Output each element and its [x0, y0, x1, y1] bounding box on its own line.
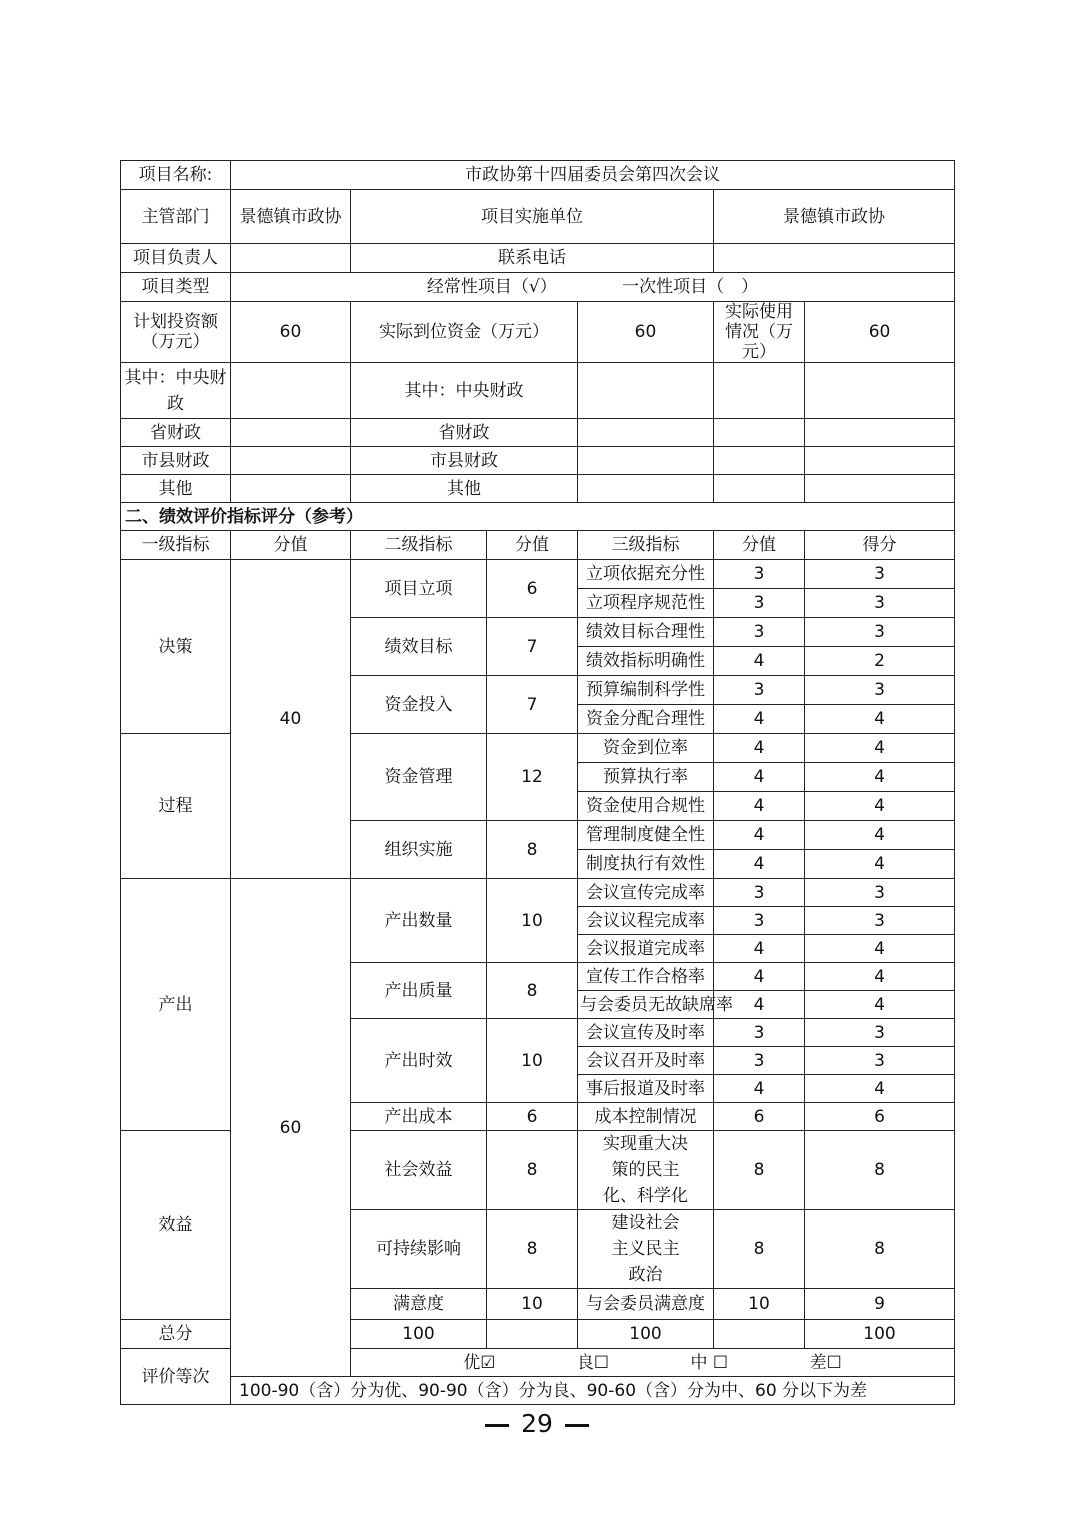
- level3-score: 3: [714, 1047, 805, 1075]
- city-finance-label: 市县财政: [121, 447, 231, 475]
- rating-label: 评价等次: [121, 1349, 231, 1405]
- actual-use-label: 实际使用情况（万元）: [714, 302, 805, 363]
- level3-item: 绩效指标明确性: [578, 647, 714, 676]
- footer-dash-left: [485, 1424, 509, 1427]
- level3-score: 3: [714, 676, 805, 705]
- province-finance-value: [231, 419, 351, 447]
- level2-score: 6: [487, 560, 578, 618]
- plan-value: 60: [231, 302, 351, 363]
- evaluation-table: [120, 160, 955, 1405]
- level3-got: 3: [805, 1019, 955, 1047]
- level1-score-40: 40: [231, 560, 351, 879]
- rating-note: 100-90（含）分为优、90-90（含）分为良、90-60（含）分为中、60 分以下为差: [231, 1377, 955, 1405]
- level3-item: 立项程序规范性: [578, 589, 714, 618]
- level1-output: 产出: [121, 879, 231, 1131]
- level3-got: 6: [805, 1103, 955, 1131]
- level3-item: 立项依据充分性: [578, 560, 714, 589]
- level3-score: 4: [714, 963, 805, 991]
- level3-score: 3: [714, 618, 805, 647]
- level2-item: 产出质量: [351, 963, 487, 1019]
- total-label: 总分: [121, 1320, 231, 1349]
- level3-got: 4: [805, 821, 955, 850]
- actual-use-value: 60: [805, 302, 955, 363]
- column-header: 分值: [487, 531, 578, 560]
- project-name-label: 项目名称:: [121, 161, 231, 190]
- level2-score: 7: [487, 618, 578, 676]
- column-header: 分值: [231, 531, 351, 560]
- level3-item: 会议议程完成率: [578, 907, 714, 935]
- level3-score: 6: [714, 1103, 805, 1131]
- column-header: 分值: [714, 531, 805, 560]
- column-header: 二级指标: [351, 531, 487, 560]
- level3-item: 制度执行有效性: [578, 850, 714, 879]
- actual-funds-value: 60: [578, 302, 714, 363]
- type-label: 项目类型: [121, 273, 231, 302]
- level3-item: 预算编制科学性: [578, 676, 714, 705]
- level3-score: 4: [714, 763, 805, 792]
- type-options: [231, 273, 955, 302]
- other-finance-use-label: [714, 475, 805, 503]
- level3-item: 与会委员满意度: [578, 1289, 714, 1320]
- level1-decision: 决策: [121, 560, 231, 734]
- rating-good[interactable]: 良☐: [576, 1352, 610, 1373]
- level3-score: 4: [714, 647, 805, 676]
- other-finance-label: 其他: [121, 475, 231, 503]
- level2-item: 社会效益: [351, 1131, 487, 1210]
- level2-item: 可持续影响: [351, 1210, 487, 1289]
- level2-item: 产出成本: [351, 1103, 487, 1131]
- level3-got: 2: [805, 647, 955, 676]
- level3-item: 绩效目标合理性: [578, 618, 714, 647]
- level3-score: 4: [714, 821, 805, 850]
- rating-options: [351, 1349, 955, 1377]
- actual-funds-label: 实际到位资金（万元）: [351, 302, 578, 363]
- level3-item: 宣传工作合格率: [578, 963, 714, 991]
- level3-item: 建设社会主义民主政治: [578, 1210, 714, 1289]
- level3-got: 4: [805, 763, 955, 792]
- level3-score: 8: [714, 1131, 805, 1210]
- city-finance-value: [231, 447, 351, 475]
- level3-score: 10: [714, 1289, 805, 1320]
- level2-score: 7: [487, 676, 578, 734]
- city-finance-actual: [578, 447, 714, 475]
- level3-item: 会议报道完成率: [578, 935, 714, 963]
- total-blank-1: [487, 1320, 578, 1349]
- level3-item: 管理制度健全性: [578, 821, 714, 850]
- total-l2: 100: [578, 1320, 714, 1349]
- level3-got: 4: [805, 850, 955, 879]
- level3-got: 3: [805, 589, 955, 618]
- level1-benefit: 效益: [121, 1131, 231, 1320]
- level2-item: 项目立项: [351, 560, 487, 618]
- footer-dash-right: [565, 1424, 589, 1427]
- level2-item: 资金投入: [351, 676, 487, 734]
- level3-item: 会议召开及时率: [578, 1047, 714, 1075]
- level3-score: 3: [714, 1019, 805, 1047]
- level3-score: 4: [714, 734, 805, 763]
- central-finance-label: 其中：中央财政: [121, 363, 231, 419]
- province-finance-label: 省财政: [121, 419, 231, 447]
- level3-got: 4: [805, 963, 955, 991]
- project-name-value: 市政协第十四届委员会第四次会议: [231, 161, 955, 190]
- level3-score: 4: [714, 705, 805, 734]
- rating-excellent[interactable]: 优☑: [463, 1352, 496, 1373]
- central-finance-mid-label: 其中：中央财政: [351, 363, 578, 419]
- level3-got: 8: [805, 1210, 955, 1289]
- page-number: 29: [521, 1409, 553, 1438]
- level3-score: 3: [714, 589, 805, 618]
- column-header: 三级指标: [578, 531, 714, 560]
- level2-item: 资金管理: [351, 734, 487, 821]
- level3-item: 资金使用合规性: [578, 792, 714, 821]
- phone-label: 联系电话: [351, 244, 714, 273]
- level3-got: 4: [805, 1075, 955, 1103]
- province-finance-actual: [578, 419, 714, 447]
- impl-unit-label: 项目实施单位: [351, 190, 714, 244]
- other-finance-value: [231, 475, 351, 503]
- level3-score: 4: [714, 1075, 805, 1103]
- page-footer: [0, 1404, 1074, 1444]
- level3-score: 3: [714, 560, 805, 589]
- level3-item: 成本控制情况: [578, 1103, 714, 1131]
- level2-item: 产出数量: [351, 879, 487, 963]
- leader-label: 项目负责人: [121, 244, 231, 273]
- total-blank-2: [714, 1320, 805, 1349]
- level3-got: 4: [805, 734, 955, 763]
- level2-item: 产出时效: [351, 1019, 487, 1103]
- central-finance-actual: [578, 363, 714, 419]
- level3-got: 4: [805, 991, 955, 1019]
- total-l1: 100: [351, 1320, 487, 1349]
- central-finance-use: [805, 363, 955, 419]
- level3-score: 4: [714, 935, 805, 963]
- level3-got: 4: [805, 935, 955, 963]
- level2-score: 8: [487, 963, 578, 1019]
- other-finance-use: [805, 475, 955, 503]
- column-header: 得分: [805, 531, 955, 560]
- leader-value: [231, 244, 351, 273]
- level3-score: 3: [714, 907, 805, 935]
- level3-item: 实现重大决策的民主化、科学化: [578, 1131, 714, 1210]
- province-finance-use: [805, 419, 955, 447]
- section-title: 二、绩效评价指标评分（参考）: [121, 503, 955, 531]
- city-finance-use-label: [714, 447, 805, 475]
- dept-label: 主管部门: [121, 190, 231, 244]
- level3-score: 4: [714, 991, 805, 1019]
- level3-item: 与会委员无故缺席率: [578, 991, 714, 1019]
- level2-score: 10: [487, 1019, 578, 1103]
- level2-score: 8: [487, 821, 578, 879]
- level3-got: 8: [805, 1131, 955, 1210]
- rating-medium[interactable]: 中 ☐: [690, 1352, 729, 1373]
- level2-score: 10: [487, 1289, 578, 1320]
- plan-label: 计划投资额（万元）: [121, 302, 231, 363]
- level3-item: 预算执行率: [578, 763, 714, 792]
- level2-item: 组织实施: [351, 821, 487, 879]
- level3-score: 3: [714, 879, 805, 907]
- level3-got: 3: [805, 676, 955, 705]
- city-finance-mid-label: 市县财政: [351, 447, 578, 475]
- level3-score: 8: [714, 1210, 805, 1289]
- province-finance-mid-label: 省财政: [351, 419, 578, 447]
- other-finance-mid-label: 其他: [351, 475, 578, 503]
- level3-got: 4: [805, 792, 955, 821]
- dept-value: 景德镇市政协: [231, 190, 351, 244]
- total-l3: 100: [805, 1320, 955, 1349]
- impl-unit-value: 景德镇市政协: [714, 190, 955, 244]
- level3-item: 资金到位率: [578, 734, 714, 763]
- city-finance-use: [805, 447, 955, 475]
- level3-got: 3: [805, 618, 955, 647]
- level2-item: 满意度: [351, 1289, 487, 1320]
- level3-score: 4: [714, 792, 805, 821]
- level3-got: 3: [805, 1047, 955, 1075]
- level3-item: 资金分配合理性: [578, 705, 714, 734]
- level3-item: 会议宣传完成率: [578, 879, 714, 907]
- level3-item: 会议宣传及时率: [578, 1019, 714, 1047]
- level3-got: 3: [805, 879, 955, 907]
- evaluation-table-container: [120, 160, 954, 1401]
- rating-poor[interactable]: 差☐: [809, 1352, 842, 1373]
- level1-score-60: 60: [231, 879, 351, 1377]
- type-recurring: 经常性项目（√）: [426, 277, 557, 297]
- level2-score: 10: [487, 879, 578, 963]
- phone-value: [714, 244, 955, 273]
- level2-score: 12: [487, 734, 578, 821]
- column-header: 一级指标: [121, 531, 231, 560]
- level1-process: 过程: [121, 734, 231, 879]
- level2-score: 8: [487, 1210, 578, 1289]
- level3-item: 事后报道及时率: [578, 1075, 714, 1103]
- central-finance-use-label: [714, 363, 805, 419]
- level3-score: 4: [714, 850, 805, 879]
- level3-got: 3: [805, 907, 955, 935]
- central-finance-value: [231, 363, 351, 419]
- level2-score: 8: [487, 1131, 578, 1210]
- level2-item: 绩效目标: [351, 618, 487, 676]
- type-onetime: 一次性项目（ ）: [622, 277, 759, 297]
- other-finance-actual: [578, 475, 714, 503]
- level3-got: 4: [805, 705, 955, 734]
- province-finance-use-label: [714, 419, 805, 447]
- level2-score: 6: [487, 1103, 578, 1131]
- level3-got: 3: [805, 560, 955, 589]
- level3-got: 9: [805, 1289, 955, 1320]
